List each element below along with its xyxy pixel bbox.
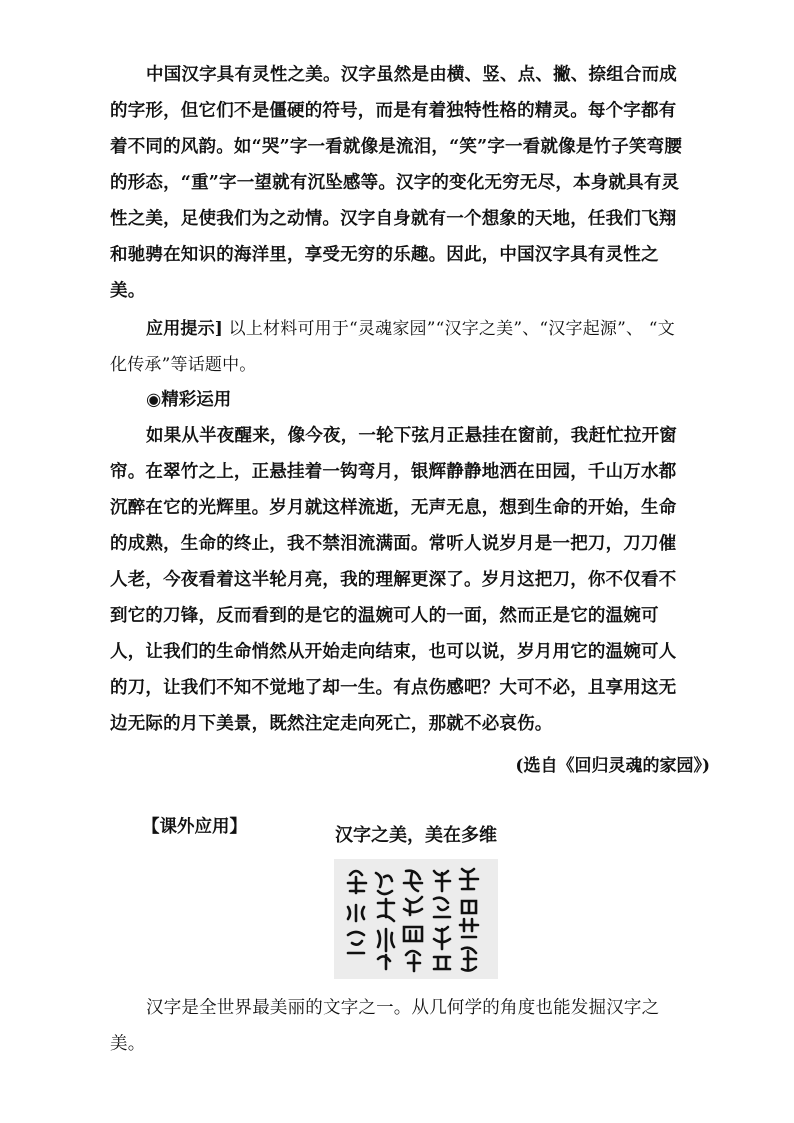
wonderful-use-heading: ◉精彩运用	[146, 390, 232, 410]
section-heading: 【课外应用】	[142, 817, 247, 837]
tip-label: 应用提示]	[146, 319, 224, 339]
paragraph-moon-essay: 如果从半夜醒来，像今夜，一轮下弦月正悬挂在窗前，我赶忙拉开窗帘。在翠竹之上，正悬挂着一钩弯月，银辉静静地洒在田园，千山万水都沉醉在它的光辉里。岁月就这样流逝，无声无息，想到生命的开始，生命的成熟，生命的终止，我不禁泪流满面。常听人说岁月是一把刀，刀刀催人老，今夜看着这半轮月亮，我的理解更深了。岁月这把刀，你不仅看不到它的刀锋，反而看到的是它的温婉可人的一面，然而正是它的温婉可人，让我们的生命悄然从开始走向结束，也可以说，岁月用它的温婉可人的刀，让我们不知不觉地了却一生。有点伤感吧？大可不必，且享用这无边无际的月下美景，既然注定走向死亡，那就不必哀伤。	[110, 426, 677, 734]
application-tip	[110, 311, 686, 383]
subtitle: 汉字之美，美在多维	[335, 825, 497, 846]
tip-text: 以上材料可用于“灵魂家园”“汉字之美”、“汉字起源”、 “文化传承”等话题中。	[110, 319, 675, 375]
seal-script-glyphs-icon	[334, 859, 498, 979]
ancient-script-image	[334, 859, 498, 979]
paragraph-spirituality: 中国汉字具有灵性之美。汉字虽然是由横、竖、点、撇、捺组合而成的字形，但它们不是僵硬的符号，而是有着独特性格的精灵。每个字都有着不同的风韵。如“哭”字一看就像是流泪，“笑”字一看就像是竹子笑弯腰的形态，“重”字一望就有沉坠感等。汉字的变化无穷无尽，本身就具有灵性之美，足使我们为之动情。汉字自身就有一个想象的天地，任我们飞翔和驰骋在知识的海洋里，享受无穷的乐趣。因此，中国汉字具有灵性之美。	[110, 65, 683, 301]
paragraph-beauty-intro: 汉字是全世界最美丽的文字之一。从几何学的角度也能发掘汉字之美。	[110, 998, 660, 1054]
source-citation: (选自《回归灵魂的家园》)	[515, 756, 710, 776]
